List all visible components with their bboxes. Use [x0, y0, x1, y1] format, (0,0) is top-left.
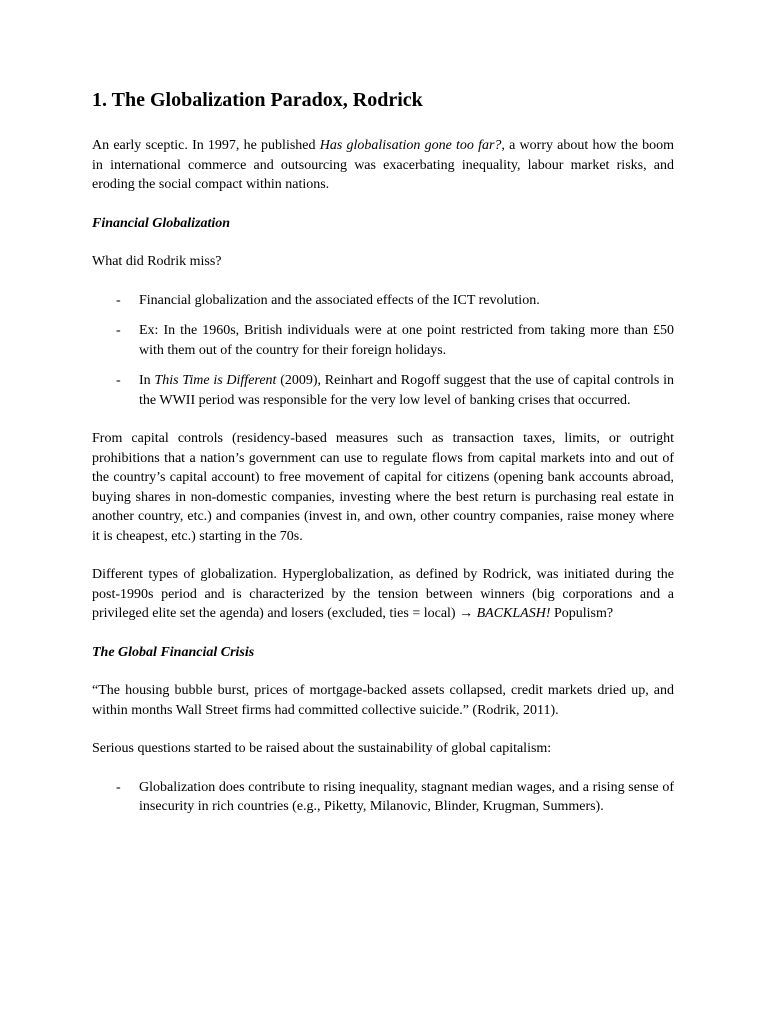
lead-paragraph: Serious questions started to be raised about the sustainability of global capitalism:	[92, 741, 552, 756]
globalization-types-paragraph	[92, 565, 674, 624]
list-item	[92, 291, 674, 311]
quote-paragraph: “The housing bubble burst, prices of mortgage-backed assets collapsed, credit markets dried up, and within months Wall Street firms had committed collective suicide.” (Rodrik, 2011).	[92, 683, 674, 718]
types-text-start: Different types of globalization. Hyperglobalization, as defined by Rodrick, was initiated during the post-1990s period and is characterized by the tension between winners (big corporations and a privileged elite set the agenda) and losers (excluded, ties = local) →	[92, 567, 674, 621]
question-paragraph: What did Rodrik miss?	[92, 254, 222, 269]
list-item	[92, 778, 674, 817]
list-item-text: Financial globalization and the associated effects of the ICT revolution.	[139, 292, 540, 308]
capital-controls-paragraph: From capital controls (residency-based measures such as transaction taxes, limits, or outright prohibitions that a nation’s government can use to regulate flows from capital markets into and out of the country’s capital account) to free movement of capital for citizens (opening bank accounts abroad, buying shares in non-domestic companies, investing where the best return is purchasing real estate in another country, etc.) and companies (invest in, and own, other country companies, raise money where it is cheapest, etc.) starting in the 70s.	[92, 431, 674, 544]
list-item-text-start: In	[139, 373, 155, 388]
list-item	[92, 321, 674, 360]
section-heading-global-financial-crisis: The Global Financial Crisis	[92, 644, 255, 660]
section-heading-financial-globalization: Financial Globalization	[92, 215, 231, 231]
backlash-emphasis: BACKLASH!	[476, 606, 551, 621]
intro-paragraph	[92, 136, 674, 195]
list-item-text: Ex: In the 1960s, British individuals were at one point restricted from taking more than £50 with them out of the country for their foreign holidays.	[139, 323, 674, 358]
document-page	[92, 86, 674, 836]
page-title: 1. The Globalization Paradox, Rodrick	[92, 89, 423, 111]
types-text-end: Populism?	[550, 606, 614, 621]
list-item	[92, 371, 674, 410]
list-item-text: Globalization does contribute to rising inequality, stagnant median wages, and a rising sense of insecurity in rich countries (e.g., Piketty, Milanovic, Blinder, Krugman, Summers).	[139, 779, 674, 814]
bullet-dash: -	[116, 292, 121, 308]
intro-book-title: Has globalisation gone too far?	[319, 138, 502, 153]
bullet-dash: -	[116, 373, 121, 388]
list-item-book-title: This Time is Different	[154, 373, 277, 388]
list-item-text-end: (2009), Reinhart and Rogoff suggest that the use of capital controls in the WWII period was responsible for the very low level of banking crises that occurred.	[139, 373, 674, 408]
crisis-bullet-list	[92, 778, 674, 817]
intro-text-start: An early sceptic. In 1997, he published	[92, 138, 320, 153]
bullet-dash: -	[116, 779, 121, 795]
intro-text-end: , a worry about how the boom in international commerce and outsourcing was exacerbating inequality, labour market risks, and eroding the social compact within nations.	[92, 138, 674, 192]
bullet-dash: -	[116, 323, 121, 338]
financial-bullet-list	[92, 291, 674, 411]
